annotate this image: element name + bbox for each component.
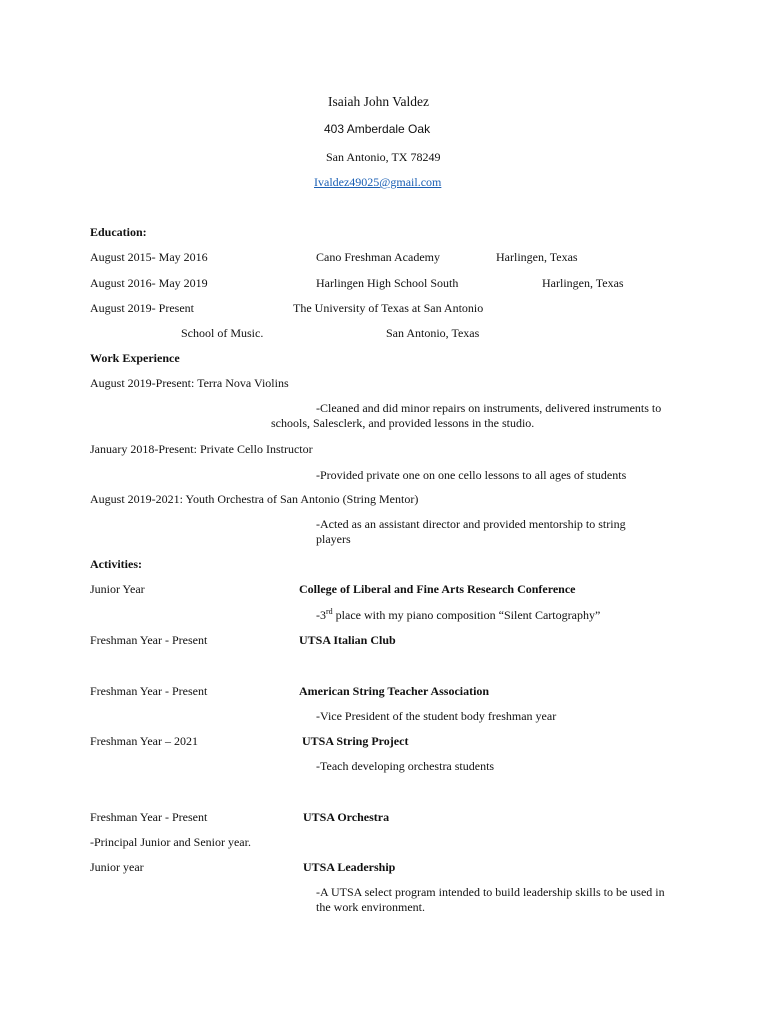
work-description: -Acted as an assistant director and provided mentorship to string players bbox=[316, 517, 626, 546]
activity-when: Junior year bbox=[90, 860, 144, 874]
activity-description: -Vice President of the student body freshman year bbox=[316, 709, 557, 723]
education-location: Harlingen, Texas bbox=[542, 276, 624, 290]
applicant-name: Isaiah John Valdez bbox=[328, 94, 429, 109]
work-heading: Work Experience bbox=[90, 351, 180, 365]
activity-when: Freshman Year - Present bbox=[90, 633, 208, 647]
activity-description: -3rd place with my piano composition “Silent Cartography” bbox=[316, 607, 601, 622]
activity-name: UTSA Orchestra bbox=[303, 810, 390, 824]
activity-name: American String Teacher Association bbox=[299, 684, 490, 698]
activity-name: College of Liberal and Fine Arts Research Conference bbox=[299, 582, 576, 596]
work-title: August 2019-2021: Youth Orchestra of San Antonio (String Mentor) bbox=[90, 492, 419, 506]
activity-description: -Principal Junior and Senior year. bbox=[90, 835, 251, 849]
education-dates: August 2015- May 2016 bbox=[90, 250, 208, 264]
education-location: Harlingen, Texas bbox=[496, 250, 578, 264]
education-sub-school: School of Music. bbox=[181, 326, 264, 340]
activity-when: Freshman Year - Present bbox=[90, 684, 208, 698]
email-link[interactable]: Ivaldez49025@gmail.com bbox=[314, 175, 442, 189]
activity-when: Freshman Year - Present bbox=[90, 810, 208, 824]
education-dates: August 2019- Present bbox=[90, 301, 194, 315]
education-dates: August 2016- May 2019 bbox=[90, 276, 208, 290]
education-school: Cano Freshman Academy bbox=[316, 250, 440, 264]
work-title: August 2019-Present: Terra Nova Violins bbox=[90, 376, 289, 390]
activity-name: UTSA Italian Club bbox=[299, 633, 396, 647]
activity-when: Junior Year bbox=[90, 582, 145, 596]
work-description: -Provided private one on one cello lessons to all ages of students bbox=[316, 468, 627, 482]
education-school: The University of Texas at San Antonio bbox=[293, 301, 484, 315]
activity-when: Freshman Year – 2021 bbox=[90, 734, 198, 748]
work-description: -Cleaned and did minor repairs on instruments, delivered instruments to schools, Salesclerk, and provided lessons in the studio. bbox=[271, 401, 662, 430]
activities-heading: Activities: bbox=[90, 557, 142, 571]
work-title: January 2018-Present: Private Cello Instructor bbox=[90, 442, 313, 456]
education-heading: Education: bbox=[90, 225, 147, 239]
education-school: Harlingen High School South bbox=[316, 276, 459, 290]
city-state-zip: San Antonio, TX 78249 bbox=[326, 150, 441, 164]
activity-name: UTSA String Project bbox=[302, 734, 409, 748]
street-address: 403 Amberdale Oak bbox=[324, 122, 431, 136]
activity-description: -Teach developing orchestra students bbox=[316, 759, 495, 773]
education-location: San Antonio, Texas bbox=[386, 326, 480, 340]
activity-description: -A UTSA select program intended to build leadership skills to be used in the work environment. bbox=[316, 885, 665, 914]
activity-name: UTSA Leadership bbox=[303, 860, 396, 874]
